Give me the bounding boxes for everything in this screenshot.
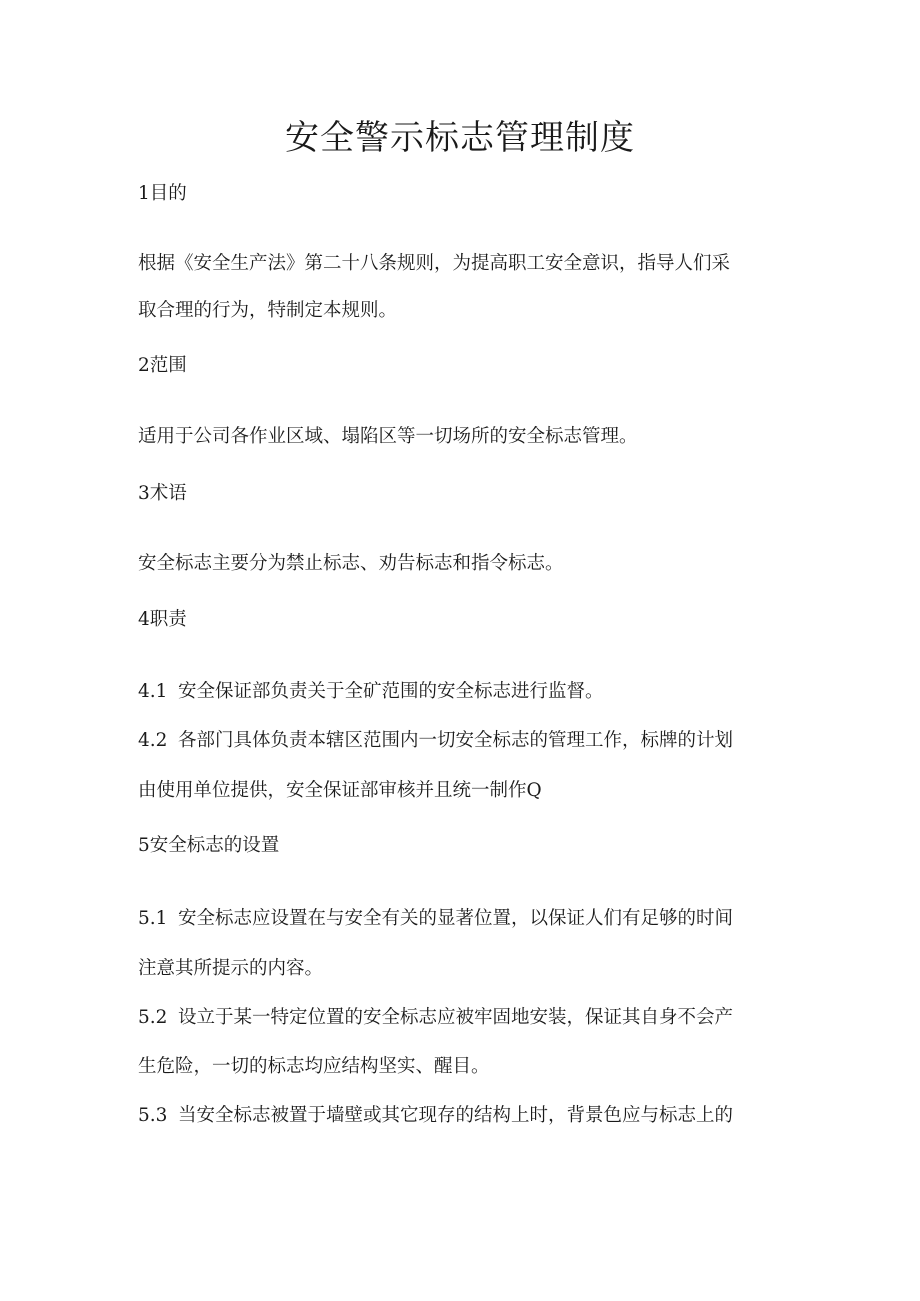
section-heading-scope: 2范围 bbox=[138, 355, 187, 376]
list-item-line: 生危险，一切的标志均应结构坚实、醒目。 bbox=[138, 1056, 490, 1077]
list-item-text: 当安全标志被置于墙壁或其它现存的结构上时，背景色应与标志上的 bbox=[178, 1105, 734, 1126]
list-item-line: 由使用单位提供，安全保证部审核并且统一制作Q bbox=[138, 780, 542, 801]
list-item-text: 设立于某一特定位置的安全标志应被牢固地安装，保证其自身不会产 bbox=[178, 1007, 734, 1028]
paragraph-line: 根据《安全生产法》第二十八条规则，为提高职工安全意识，指导人们采 bbox=[138, 253, 731, 274]
paragraph-line: 安全标志主要分为禁止标志、劝告标志和指令标志。 bbox=[138, 553, 564, 574]
section-heading-responsibilities: 4职责 bbox=[138, 609, 187, 630]
section-heading-terms: 3术语 bbox=[138, 483, 187, 504]
paragraph-line: 适用于公司各作业区域、塌陷区等一切场所的安全标志管理。 bbox=[138, 426, 638, 447]
document-title: 安全警示标志管理制度 bbox=[285, 118, 635, 158]
list-item-line bbox=[138, 727, 788, 755]
list-item-text: 安全标志应设置在与安全有关的显著位置，以保证人们有足够的时间 bbox=[178, 908, 734, 929]
list-item-line bbox=[138, 678, 788, 706]
list-item-text: 安全保证部负责关于全矿范围的安全标志进行监督。 bbox=[178, 681, 604, 702]
list-item-number: 5.2 bbox=[138, 1007, 168, 1028]
list-item-line: 注意其所提示的内容。 bbox=[138, 958, 324, 979]
list-item-number: 4.2 bbox=[138, 730, 168, 751]
list-item-number: 5.3 bbox=[138, 1105, 168, 1126]
list-item-number: 5.1 bbox=[138, 908, 168, 929]
section-heading-purpose: 1目的 bbox=[138, 183, 187, 204]
paragraph-line: 取合理的行为，特制定本规则。 bbox=[138, 300, 398, 321]
list-item-number: 4.1 bbox=[138, 681, 168, 702]
section-heading-sign-placement: 5安全标志的设置 bbox=[138, 835, 280, 856]
list-item-text: 各部门具体负责本辖区范围内一切安全标志的管理工作，标牌的计划 bbox=[178, 730, 734, 751]
list-item-line bbox=[138, 1004, 788, 1032]
list-item-line bbox=[138, 905, 788, 933]
list-item-line bbox=[138, 1102, 788, 1130]
